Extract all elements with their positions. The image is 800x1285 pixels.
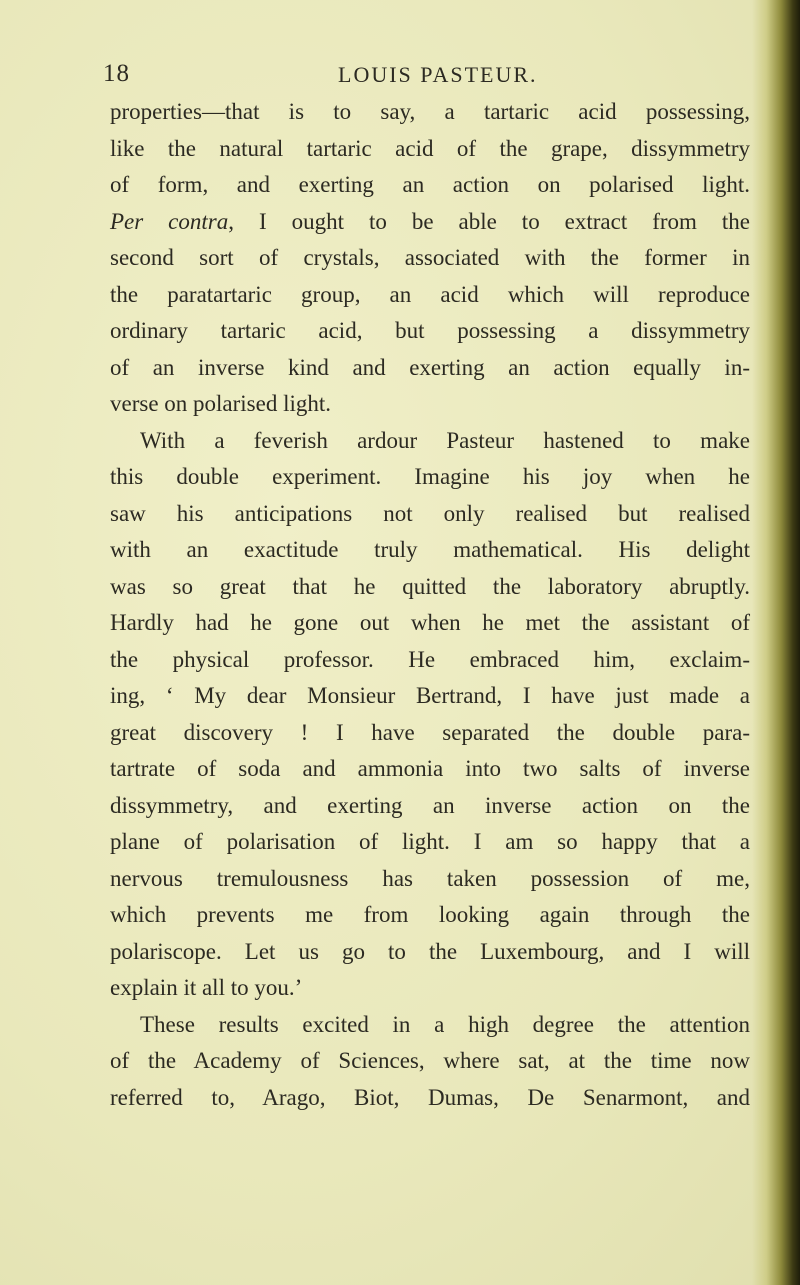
text-line: tartrate of soda and ammonia into two salts of inverse	[110, 756, 750, 781]
text-line: ordinary tartaric acid, but possessing a dissymmetry	[110, 318, 750, 343]
text-line: of an inverse kind and exerting an action equally in-	[110, 354, 750, 380]
text-line: These results excited in a high degree the attention	[140, 1011, 750, 1037]
text-line: of the Academy of Sciences, where sat, at the time now	[110, 1048, 750, 1073]
body-text	[110, 94, 750, 1116]
text-line: referred to, Arago, Biot, Dumas, De Senarmont, and	[110, 1084, 750, 1110]
text-line: second sort of crystals, associated with the former in	[110, 245, 750, 270]
text-line: properties—that is to say, a tartaric acid possessing,	[110, 99, 750, 124]
text-line: with an exactitude truly mathematical. His delight	[110, 537, 750, 562]
running-head: LOUIS PASTEUR.	[338, 62, 538, 87]
text-line: this double experiment. Imagine his joy when he	[110, 464, 750, 489]
text-line: ing, ‘ My dear Monsieur Bertrand, I have just made a	[110, 683, 750, 708]
italic-phrase: Per contra	[110, 208, 229, 234]
page-header	[0, 58, 800, 98]
text-line: verse on polarised light.	[110, 391, 332, 416]
text-line: nervous tremulousness has taken possession of me,	[110, 865, 750, 891]
text-line: which prevents me from looking again through the	[110, 902, 750, 927]
text-line: the paratartaric group, an acid which will reproduce	[110, 281, 750, 307]
text-line: like the natural tartaric acid of the grape, dissymmetry	[110, 135, 750, 161]
text-line: of form, and exerting an action on polarised light.	[110, 172, 750, 197]
text-line: Hardly had he gone out when he met the assistant of	[110, 610, 750, 635]
text-line: polariscope. Let us go to the Luxembourg, and I will	[110, 938, 750, 964]
text-line-rest: , I ought to be able to extract from the	[228, 208, 750, 234]
text-line: great discovery ! I have separated the double para-	[110, 719, 750, 745]
text-line	[110, 204, 750, 241]
text-line: dissymmetry, and exerting an inverse action on the	[110, 792, 750, 818]
text-line: plane of polarisation of light. I am so happy that a	[110, 829, 750, 854]
text-line: the physical professor. He embraced him, exclaim-	[110, 646, 750, 672]
text-line: With a feverish ardour Pasteur hastened to make	[140, 427, 750, 453]
page-edge-shadow	[752, 0, 800, 1285]
text-line: saw his anticipations not only realised but realised	[110, 500, 750, 526]
text-line: was so great that he quitted the laboratory abruptly.	[110, 573, 750, 599]
text-line: explain it all to you.’	[110, 975, 303, 1000]
page-number: 18	[103, 60, 130, 87]
